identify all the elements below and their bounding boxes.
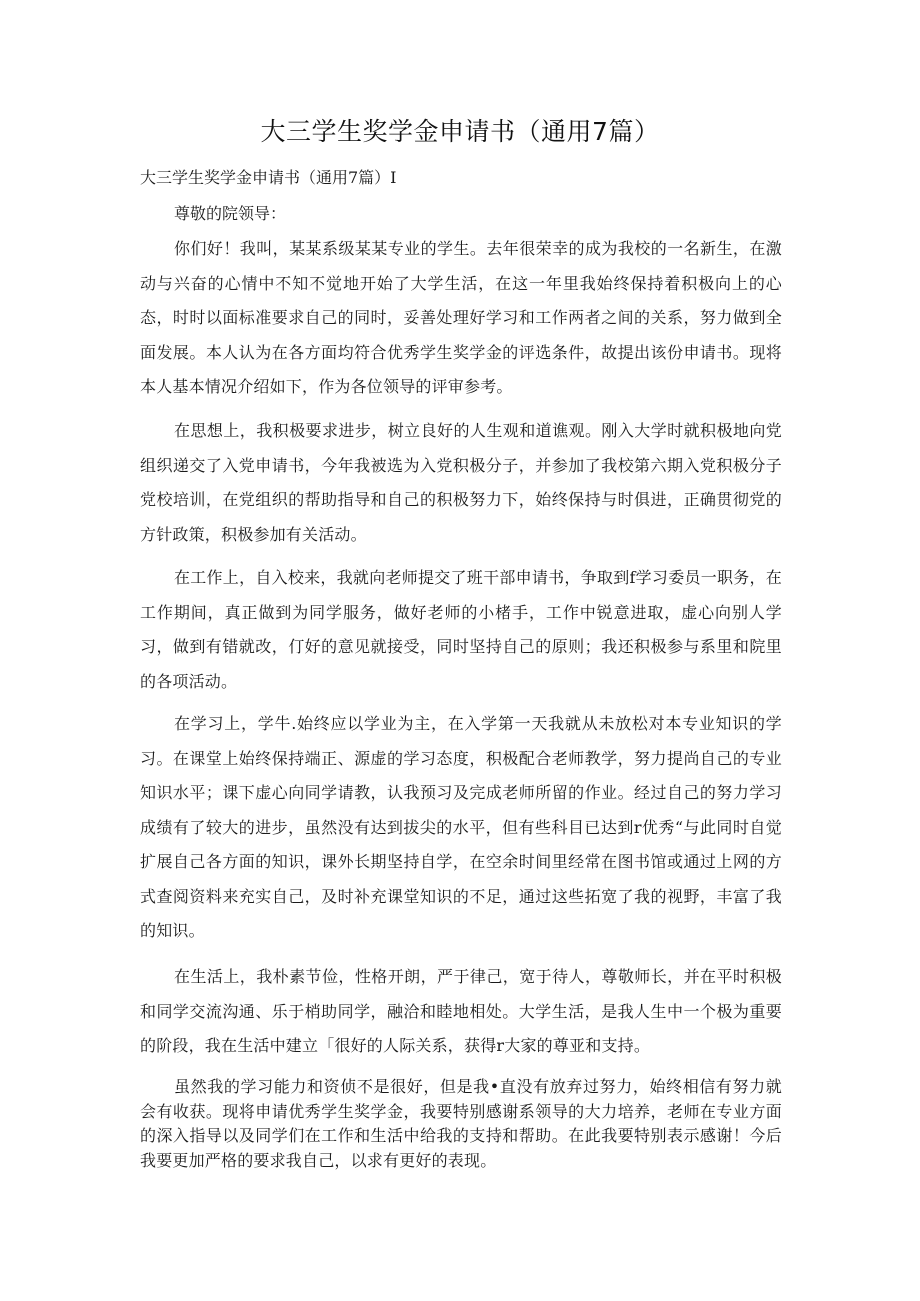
paragraph-ideology: 在思想上，我积极要求进步，树立良好的人生观和道谯观。刚入大学时就积极地向党组织递交了入党申请书，今年我被选为入党积极分子，并参加了我校第六期入党积极分子党校培训，在党组织的帮助指导和自己的积极努力下，始终保持与时俱进，正确贯彻党的方针政策，积极参加有关活动。 bbox=[140, 421, 782, 544]
paragraph-work: 在工作上，自入校来，我就向老师提交了班干部申请书，争取到f学习委员一职务，在工作期间，真正做到为同学服务，做好老师的小楮手，工作中锐意进取，虚心向别人学习，做到有错就改，仃好的意见就接受，同时坚持自己的原则；我还积极参与系里和院里的各项活动。 bbox=[140, 568, 782, 691]
paragraph-study: 在学习上，学牛.始终应以学业为主，在入学第一天我就从未放松对本专业知识的学习。在课堂上始终保持端正、源虚的学习态度，积极配合老师教学，努力提尚自己的专业知识水平；课下虚心向同学请教，认我预习及完成老师所留的作业。经过自己的努力学习成绩有了较大的进步，虽然没有达到拔尖的水平，但有些科目已达到r优秀“与此同时自觉扩展自己各方面的知识，课外长期坚持自学，在空余时间里经常在图书馆或通过上网的方式查阅资料来充实自己，及时补充课堂知识的不足，通过这些拓宽了我的视野，丰富了我的知识。 bbox=[140, 714, 782, 940]
paragraph-conclusion: 虽然我的学习能力和资侦不是很好，但是我•直没有放弃过努力，始终相信有努力就会有收获。现将申请优秀学生奖学金，我要特别感谢系领导的大力培养，老师在专业方面的深入指导以及同学们在工作和生活中给我的支持和帮助。在此我要特别表示感谢！今后我要更加严格的要求我自己，以求有更好的表现。 bbox=[140, 1077, 782, 1170]
paragraph-life: 在生活上，我朴素节俭，性格开朗，严于律己，宽于待人，尊敬师长，并在平时积极和同学交流沟通、乐于梢助同学，融洽和睦地相处。大学生活，是我人生中一个极为重要的阶段，我在生活中建立「很好的人际关系，获得r大家的尊亚和支持。 bbox=[140, 967, 782, 1055]
salutation: 尊敬的院领导： bbox=[174, 204, 287, 223]
document-title: 大三学生奖学金申请书（通用7篇） bbox=[260, 117, 660, 146]
paragraph-introduction: 你们好！我叫，某某系级某某专业的学生。去年很荣幸的成为我校的一名新生，在激动与兴奋的心情中不知不觉地开始了大学生活，在这一年里我始终保持着积极向上的心态，时时以面标准要求自己的同时，妥善处理好学习和工作两者之间的关系，努力做到全面发展。本人认为在各方面均符合优秀学生奖学金的评选条件，故提出该份申请书。现将本人基本情况介绍如下，作为各位领导的评审参考。 bbox=[140, 239, 782, 396]
document-subtitle: 大三学生奖学金申请书（通用7篇）I bbox=[140, 168, 397, 187]
